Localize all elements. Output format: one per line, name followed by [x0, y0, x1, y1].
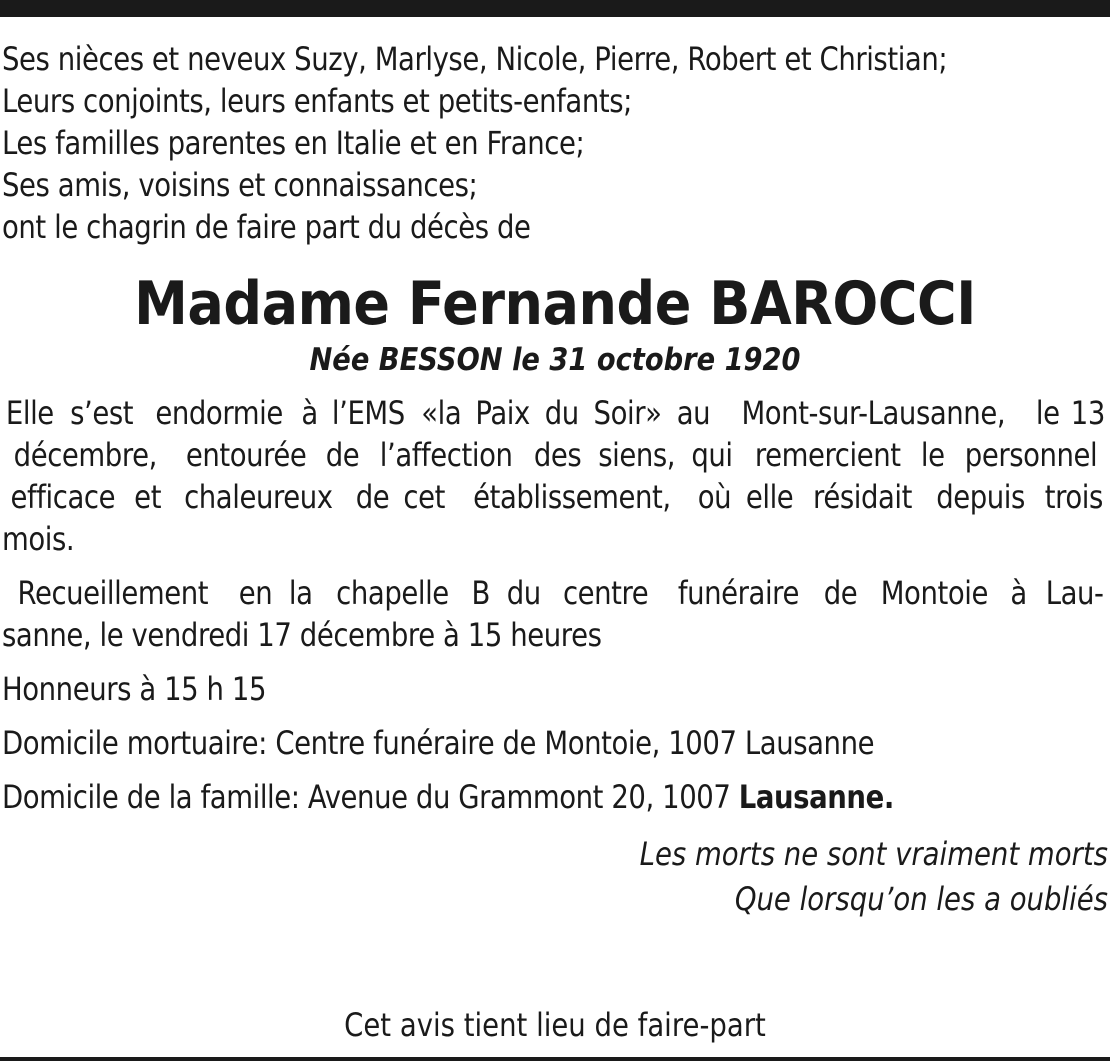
word: Soir»: [593, 394, 662, 432]
intro-line: Ses amis, voisins et connaissances;: [2, 166, 478, 204]
word: centre: [563, 574, 649, 612]
word: s’est: [69, 394, 133, 432]
top-border-bar: [0, 0, 1110, 17]
family-address-text: Domicile de la famille: Avenue du Grammont 20, 1007: [2, 778, 731, 816]
intro-line: Leurs conjoints, leurs enfants et petits-enfants;: [2, 82, 632, 120]
word: depuis: [936, 478, 1025, 516]
word: efficace: [10, 478, 116, 516]
family-address-city: Lausanne.: [738, 778, 894, 816]
word: au: [676, 394, 711, 432]
birth-info: Née BESSON le 31 octobre 1920: [309, 342, 801, 378]
word: de: [325, 436, 359, 474]
word: B: [471, 574, 491, 612]
footer-note: Cet avis tient lieu de faire-part: [344, 1006, 766, 1044]
word: la: [289, 574, 313, 612]
ceremony-paragraph: [2, 572, 1108, 656]
word: résidait: [813, 478, 913, 516]
word: à: [301, 394, 318, 432]
word: du: [506, 574, 542, 612]
honneurs-line: Honneurs à 15 h 15: [2, 670, 267, 708]
intro-block: [2, 38, 1108, 248]
word: «la: [421, 394, 462, 432]
word: Recueillement: [17, 574, 209, 612]
word: trois: [1045, 478, 1104, 516]
word: du: [544, 394, 579, 432]
word: de: [823, 574, 858, 612]
word: 13: [1070, 394, 1106, 432]
word: personnel: [964, 436, 1098, 474]
word: des: [533, 436, 582, 474]
deceased-name: Madame Fernande BAROCCI: [134, 269, 976, 339]
paragraph-line: [2, 434, 1108, 476]
word: à: [1010, 574, 1028, 612]
intro-line: ont le chagrin de faire part du décès de: [2, 208, 531, 246]
word: remercient: [754, 436, 901, 474]
word: chaleureux: [183, 478, 333, 516]
word: cet: [403, 478, 445, 516]
mortuary-address: Domicile mortuaire: Centre funéraire de Montoie, 1007 Lausanne: [2, 724, 875, 762]
word: de: [355, 478, 389, 516]
intro-line: Ses nièces et neveux Suzy, Marlyse, Nicole, Pierre, Robert et Christian;: [2, 40, 948, 78]
word: Paix: [475, 394, 531, 432]
word: l’affection: [379, 436, 513, 474]
quote-line: Les morts ne sont vraiment morts: [639, 835, 1108, 873]
passing-paragraph: [2, 392, 1108, 560]
paragraph-line: [2, 572, 1108, 614]
obituary-notice: [2, 38, 1108, 922]
paragraph-line: [2, 476, 1108, 518]
word: et: [134, 478, 161, 516]
family-address: [2, 776, 953, 818]
word: établissement,: [472, 478, 671, 516]
word: entourée: [185, 436, 306, 474]
intro-line: Les familles parentes en Italie et en France;: [2, 124, 585, 162]
bottom-border-rule: [0, 1057, 1110, 1061]
word: le: [1035, 394, 1060, 432]
word: décembre,: [13, 436, 157, 474]
word: qui: [691, 436, 733, 474]
word: Montoie: [880, 574, 989, 612]
word: Lau-: [1045, 574, 1104, 612]
word: siens,: [598, 436, 675, 474]
paragraph-line: sanne, le vendredi 17 décembre à 15 heures: [2, 616, 602, 654]
paragraph-line: mois.: [2, 520, 75, 558]
word: elle: [745, 478, 794, 516]
word: le: [921, 436, 946, 474]
quote-line: Que lorsqu’on les a oubliés: [734, 880, 1108, 918]
word: funéraire: [677, 574, 799, 612]
word: endormie: [155, 394, 283, 432]
word: en: [238, 574, 273, 612]
word: Mont-sur-Lausanne,: [741, 394, 1006, 432]
paragraph-line: [2, 392, 1108, 434]
word: où: [697, 478, 731, 516]
word: Elle: [5, 394, 54, 432]
word: l’EMS: [332, 394, 405, 432]
closing-quote: [2, 832, 1108, 922]
word: chapelle: [336, 574, 449, 612]
